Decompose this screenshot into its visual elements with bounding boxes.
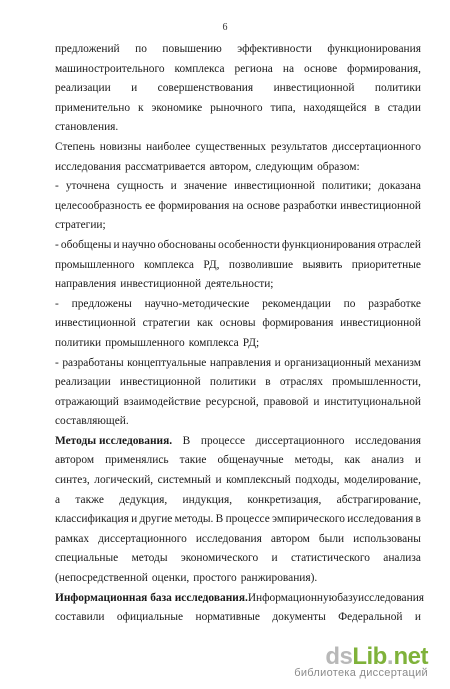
word: наиболее: [146, 140, 191, 153]
word: использованы: [353, 532, 421, 545]
word: инвестиционной: [234, 180, 315, 193]
word: рамках: [55, 532, 90, 545]
word: методы: [131, 552, 168, 565]
text-line: [55, 334, 421, 354]
word: на: [232, 199, 244, 212]
word: -: [55, 356, 59, 369]
word: комплекса: [144, 258, 194, 271]
text-line: [55, 295, 421, 315]
word: диссертационного: [255, 434, 345, 447]
word: -: [55, 238, 59, 251]
word: простого: [193, 572, 237, 585]
text-line: [55, 177, 421, 197]
word: документы: [272, 611, 326, 624]
text-line: [55, 549, 421, 569]
word: процессе: [225, 513, 270, 526]
text-line: [55, 216, 421, 236]
text-line: [55, 60, 421, 80]
word: промышленного: [55, 258, 135, 271]
word: машиностроительного: [55, 62, 165, 75]
text-line: [55, 138, 421, 158]
word: такие: [179, 454, 207, 467]
word: обобщены: [60, 238, 112, 251]
word: рекомендации: [262, 297, 331, 310]
text-line: [55, 354, 421, 374]
text-line: [55, 393, 421, 413]
word: оценки,: [151, 572, 190, 585]
word: результатов: [270, 140, 328, 153]
word: дедукция,: [119, 493, 168, 506]
word: отраслей: [377, 238, 421, 251]
word: позволившие: [228, 258, 294, 271]
word: также: [75, 493, 104, 506]
word: стратегии: [142, 317, 191, 330]
word: обоснованы: [157, 238, 216, 251]
text-line: [55, 118, 421, 138]
text-line: [55, 314, 421, 334]
word: становления.: [55, 121, 119, 134]
word: инвестиционной: [340, 317, 421, 330]
logo-dot: .: [386, 643, 394, 670]
word: типа,: [270, 101, 296, 114]
text-line: [55, 158, 421, 178]
word: и: [131, 513, 138, 526]
word: политики: [209, 376, 257, 389]
text-line: [55, 373, 421, 393]
text-line: [55, 569, 421, 589]
word: методы,: [294, 454, 334, 467]
word: моделирование,: [343, 474, 421, 487]
word: логический,: [94, 474, 154, 487]
word: повышению: [162, 43, 222, 55]
word: стратегии;: [55, 219, 106, 232]
word: как: [196, 317, 213, 330]
word: институциональной: [324, 395, 421, 408]
word: и: [215, 474, 222, 487]
word: комплекса: [174, 62, 225, 75]
word: формирования: [262, 317, 334, 330]
word: к: [137, 101, 144, 114]
word: анализа: [383, 552, 421, 565]
logo-ds: ds: [325, 643, 353, 670]
word: официальные: [116, 611, 184, 624]
word: промышленности,: [332, 376, 421, 389]
word: Степень: [55, 140, 95, 153]
word: предложений: [55, 43, 120, 55]
word: политики: [55, 336, 102, 349]
word: новизны: [99, 140, 142, 153]
word: находящейся: [303, 101, 367, 114]
word: автором: [55, 454, 95, 467]
word: методы.: [174, 513, 214, 526]
word: составили: [55, 611, 105, 624]
word: комплексный: [226, 474, 291, 487]
word: были: [318, 532, 345, 545]
word: исследования: [347, 513, 414, 526]
word: в: [415, 513, 421, 526]
text-line: [55, 530, 421, 550]
word: по: [135, 43, 147, 55]
word: существенных: [195, 140, 266, 153]
word: применялись: [105, 454, 169, 467]
word: автором: [270, 532, 310, 545]
word: исследования: [55, 160, 122, 173]
word: нормативные: [195, 611, 260, 624]
word: направления: [209, 356, 272, 369]
text-line: [55, 451, 421, 471]
word: -: [55, 297, 59, 310]
word: -: [55, 180, 59, 193]
word: инвестиционной: [120, 278, 202, 291]
word: эмпирического: [272, 513, 345, 526]
text-line: [55, 471, 421, 491]
word: выявить: [302, 258, 343, 271]
word: а: [55, 493, 61, 506]
word: исследования: [358, 591, 425, 604]
word: ранжирования).: [240, 572, 318, 585]
word: Информационная база исследования.: [55, 591, 248, 604]
word: научно-методические: [144, 297, 250, 310]
word: инвестиционной: [119, 376, 201, 389]
text-line: [55, 432, 421, 452]
word: другие: [139, 513, 173, 526]
word: основе: [246, 199, 280, 212]
word: индукция,: [182, 493, 233, 506]
word: РД;: [242, 336, 260, 349]
word: основе: [303, 62, 338, 75]
word: разработаны: [62, 356, 124, 369]
text-line: [55, 412, 421, 432]
word: Федеральной: [338, 611, 403, 624]
word: исследования: [354, 434, 421, 447]
logo-lib: Lib: [352, 643, 387, 670]
word: и: [274, 356, 281, 369]
word: по: [343, 297, 356, 310]
word: взаимодействие: [123, 395, 201, 408]
word: промышленного: [105, 336, 185, 349]
word: и: [113, 238, 120, 251]
word: экономике: [151, 101, 203, 114]
word: сущность: [116, 180, 164, 193]
word: региона: [234, 62, 273, 75]
word: концептуальные: [127, 356, 207, 369]
word: и: [414, 454, 421, 467]
word: направления: [55, 278, 117, 291]
word: формирования,: [347, 62, 421, 75]
text-line: [55, 236, 421, 256]
text-line: [55, 275, 421, 295]
word: В: [215, 513, 224, 526]
word: функционирования: [281, 238, 376, 251]
word: общенаучные: [217, 454, 284, 467]
word: стадии: [387, 101, 421, 114]
word: составляющей.: [55, 415, 129, 428]
word: разработке: [368, 297, 421, 310]
word: правовой: [263, 395, 309, 408]
text-line: [55, 99, 421, 119]
text-line: [55, 40, 421, 60]
word: исследования: [195, 532, 262, 545]
word: образом:: [317, 160, 360, 173]
word: и: [414, 611, 421, 624]
word: целесообразность: [55, 199, 142, 212]
word: применительно: [55, 101, 131, 114]
word: рассматривается: [125, 160, 206, 173]
word: следующим: [255, 160, 314, 173]
text-line: [55, 608, 421, 628]
word: автором,: [209, 160, 252, 173]
word: в: [374, 101, 380, 114]
word: классификация: [55, 513, 129, 526]
word: основы: [219, 317, 256, 330]
word: подходы,: [295, 474, 340, 487]
word: экономического: [180, 552, 259, 565]
word: особенности: [218, 238, 280, 251]
word: инвестиционной: [340, 199, 421, 212]
word: политики: [374, 82, 421, 95]
word: статистического: [290, 552, 370, 565]
word: (непосредственной: [55, 572, 148, 585]
word: абстрагирование,: [336, 493, 421, 506]
word: рыночного: [210, 101, 263, 114]
word: процессе: [200, 434, 246, 447]
word: организационный: [284, 356, 371, 369]
word: отраслях: [279, 376, 323, 389]
word: комплекса: [188, 336, 239, 349]
word: реализации: [55, 376, 111, 389]
word: ее: [145, 199, 156, 212]
word: и: [170, 180, 177, 193]
logo-net: net: [393, 643, 428, 670]
word: системный: [157, 474, 211, 487]
word: синтез,: [55, 474, 90, 487]
word: функционирования: [327, 43, 421, 55]
word: эффективности: [237, 43, 312, 55]
word: и: [271, 552, 278, 565]
word: специальные: [55, 552, 119, 565]
word: на: [282, 62, 294, 75]
word: инвестиционной: [273, 82, 355, 95]
word: конкретизация,: [247, 493, 322, 506]
text-line: [55, 510, 421, 530]
word: уточнена: [65, 180, 110, 193]
word: базу: [337, 591, 359, 604]
word: предложены: [71, 297, 132, 310]
word: анализ: [371, 454, 404, 467]
word: совершенствования: [157, 82, 254, 95]
word: диссертационного: [332, 140, 421, 153]
word: приоритетные: [351, 258, 421, 271]
page-number: 6: [222, 22, 228, 33]
word: формирования: [158, 199, 230, 212]
word: политики;: [322, 180, 372, 193]
word: отражающий: [55, 395, 119, 408]
text-line: [55, 256, 421, 276]
document-body: [55, 40, 425, 628]
watermark-logo: [290, 641, 432, 681]
word: доказана: [378, 180, 421, 193]
text-line: [55, 79, 421, 99]
word: разработки: [283, 199, 337, 212]
word: реализации: [55, 82, 111, 95]
word: диссертационного: [98, 532, 187, 545]
word: и: [131, 82, 138, 95]
word: значение: [183, 180, 228, 193]
text-line: [55, 589, 425, 609]
word: РД,: [203, 258, 220, 271]
word: как: [344, 454, 361, 467]
word: механизм: [374, 356, 421, 369]
word: в: [265, 376, 271, 389]
word: В: [182, 434, 191, 447]
word: ресурсной,: [205, 395, 259, 408]
word: деятельности;: [205, 278, 274, 291]
word: инвестиционной: [55, 317, 136, 330]
word: Методы исследования.: [55, 434, 173, 447]
word: и: [313, 395, 320, 408]
watermark-subtitle: библиотека диссертаций: [294, 667, 428, 679]
text-line: [55, 197, 421, 217]
word: научно: [121, 238, 156, 251]
text-line: [55, 491, 421, 511]
word: Информационную: [247, 591, 338, 604]
